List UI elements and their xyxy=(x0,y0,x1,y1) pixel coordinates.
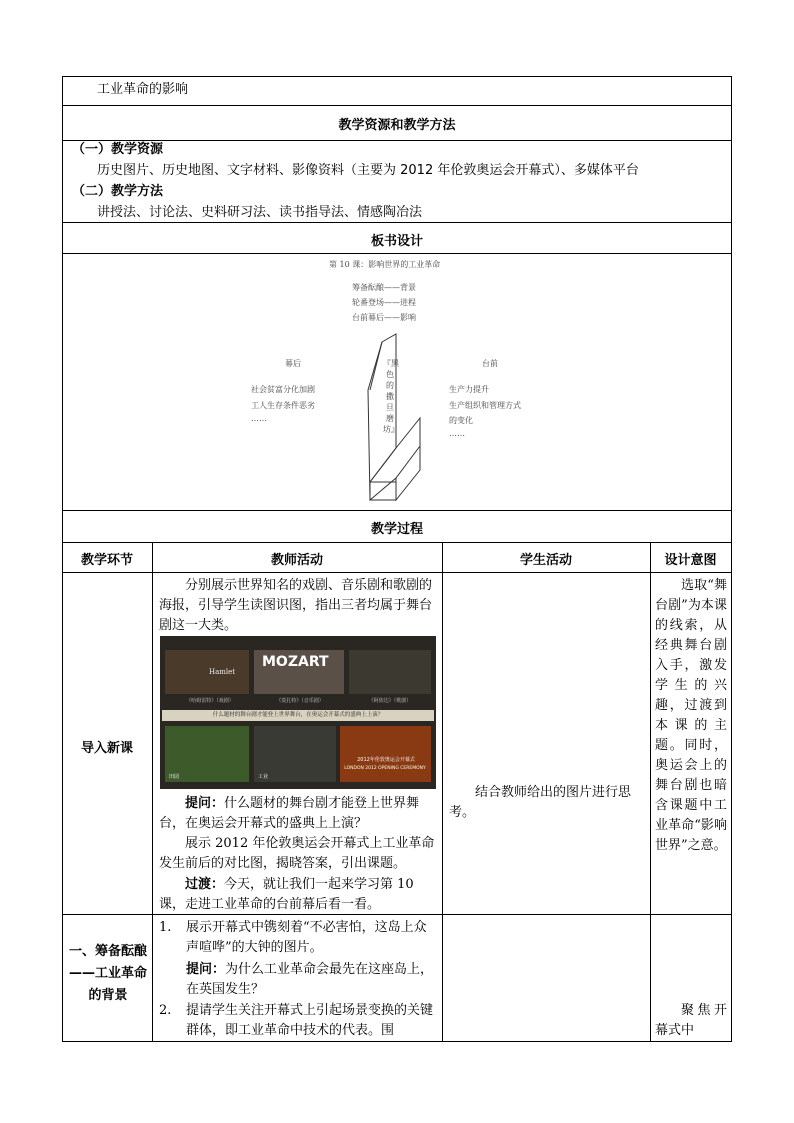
board-right-item-4: …… xyxy=(449,429,465,438)
transition-text: 今天，就让我们一起来学习第 10 课，走进工业革命的台前幕后看一看。 xyxy=(159,877,414,912)
student-activity-1: 结合教师给出的图片进行思考。 xyxy=(449,785,632,820)
board-outline-3: 台前幕后——影响 xyxy=(352,313,416,322)
board-right-head: 台前 xyxy=(482,359,498,368)
board-left-item-3: …… xyxy=(251,414,267,423)
teacher-paragraph-1: 分别展示世界知名的戏剧、音乐剧和歌剧的海报，引导学生读图识图，指出三者均属于舞台剧这一大类。 xyxy=(159,578,433,633)
design-intent-1: 选取“舞台剧”为本课的线索，从经典舞台剧入手，激发学生的兴趣，过渡到本课的主题。同时，奥运会上的舞台剧也暗含课题中工业革命“影响世界”之意。 xyxy=(655,578,727,853)
poster-mozart: MOZART xyxy=(254,650,344,694)
section-title-resources: 教学资源和教学方法 xyxy=(338,118,456,133)
poster-caption-1: 《哈姆雷特》（戏剧） xyxy=(186,698,234,704)
board-center-text: 『黑色的撒旦磨坊』 xyxy=(383,359,399,434)
board-right-item-1: 生产力提升 xyxy=(449,385,489,394)
board-left-head: 幕后 xyxy=(285,359,301,368)
stage-background: 一、筹备酝酿——工业革命的背景 xyxy=(68,944,147,1003)
board-left-item-1: 社会贫富分化加剧 xyxy=(251,385,315,394)
teacher-item-2: 提请学生关注开幕式上引起场景变换的关键群体，即工业革命中技术的代表。围 xyxy=(186,1003,434,1038)
item1-question-text: 为什么工业革命会最先在这座岛上，在英国发生？ xyxy=(186,962,434,997)
resources-text: 历史图片、历史地图、文字材料、影像资料（主要为 2012 年伦敦奥运会开幕式）、多媒体平台 xyxy=(97,163,639,178)
board-outline-1: 筹备酝酿——背景 xyxy=(352,283,416,292)
scene-ceremony: 2012年伦敦奥运会开幕式 LONDON 2012 OPENING CEREMONY xyxy=(340,726,431,782)
poster-aida xyxy=(349,650,431,694)
col-header-student: 学生活动 xyxy=(519,553,572,568)
board-outline-2: 轮番登场——进程 xyxy=(352,298,416,307)
board-right-item-2: 生产组织和管理方式 xyxy=(449,401,521,410)
board-left-item-2: 工人生存条件恶劣 xyxy=(251,401,315,410)
teacher-item-1-question xyxy=(186,960,438,1000)
subheading-resources: （一）教学资源 xyxy=(72,142,164,157)
poster-caption-3: 《阿依达》（歌剧） xyxy=(368,698,412,704)
board-right-item-3: 的变化 xyxy=(449,416,473,425)
section-title-board: 板书设计 xyxy=(370,234,423,249)
image-question-bar: 什么题材的舞台剧才能登上世界舞台，在奥运会开幕式的盛典上上演？ xyxy=(162,710,434,721)
section-title-process: 教学过程 xyxy=(370,522,423,537)
teacher-paragraph-2: 展示 2012 年伦敦奥运会开幕式上工业革命发生前后的对比图，揭晓答案，引出课题。 xyxy=(159,836,435,871)
item1-question-label: 提问： xyxy=(186,962,226,977)
question-label: 提问： xyxy=(185,796,225,811)
subheading-methods: （二）教学方法 xyxy=(72,184,164,199)
col-header-intent: 设计意图 xyxy=(664,553,717,568)
col-header-stage: 教学环节 xyxy=(80,553,133,568)
scene-rural: 田园 xyxy=(165,726,249,782)
board-lesson-title: 第 10 课：影响世界的工业革命 xyxy=(329,260,441,269)
scene-industry: 工业 xyxy=(254,726,336,782)
teacher-transition xyxy=(159,875,437,915)
col-header-teacher: 教师活动 xyxy=(270,553,323,568)
list-number-2: 2. xyxy=(159,1003,172,1018)
poster-hamlet: Hamlet xyxy=(165,650,249,694)
design-intent-2: 聚焦开幕式中 xyxy=(655,1003,727,1038)
methods-text: 讲授法、讨论法、史料研习法、读书指导法、情感陶冶法 xyxy=(97,205,423,220)
intro-line: 工业革命的影响 xyxy=(97,82,189,97)
stage-drawing xyxy=(360,330,440,505)
teacher-item-1: 展示开幕式中镌刻着“不必害怕，这岛上众声喧哗”的大钟的图片。 xyxy=(186,920,427,955)
question-text: 什么题材的舞台剧才能登上世界舞台，在奥运会开幕式的盛典上上演？ xyxy=(159,796,420,831)
stage-intro: 导入新课 xyxy=(80,741,133,756)
list-number-1: 1. xyxy=(159,920,172,935)
poster-caption-2: 《莫扎特》（音乐剧） xyxy=(276,698,324,704)
teacher-question xyxy=(159,794,437,834)
lesson-image xyxy=(160,636,436,789)
transition-label: 过渡： xyxy=(185,877,225,892)
